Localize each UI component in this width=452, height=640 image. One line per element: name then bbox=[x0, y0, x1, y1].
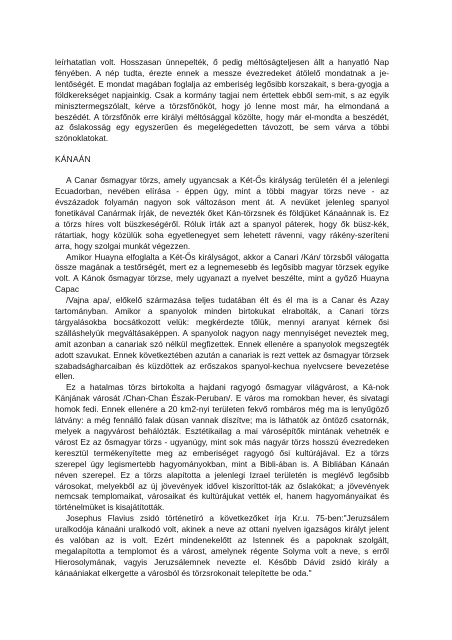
body-paragraph: /Vajna apa/, előkelő származása teljes tudatában élt és él ma is a Canar és Azay tartományban. Amikor a spanyolok minden birtokukat elrabolták, a Canari törzs tárgyalásokba bocsátkozott velük: megkérdezte tőlük, mennyi aranyat kérnek ősi szálláshelyük megváltásaképpen. A spanyolok nagyon nagy mennyiséget neveztek meg, amit azonban a canariak szó nélkül megfizettek. Ennek ellenére a spanyolok megszegték adott szavukat. Ennek következtében azután a canariak is rezt vettek az ősmagyar törzsek szabadságharcaiban és küzdöttek az erőszakos spanyol-kechua nyelvcsere bevezetése ellen. bbox=[55, 295, 389, 382]
intro-paragraph: leírhatatlan volt. Hosszasan ünnepelték, ő pedig méltóságteljesen állt a hanyatló Nap fényében. A nép tudta, érezte ennek a messze évezredeket átölelő mondatnak a je-lentőségét. E mondat magában foglalja az emberiség legősibb korszakait, s bera-gyogja a földkerekséget napjainkig. Csak a kormány tagjai nem értettek ebből sem-mit, s az egyik minisztermegszólalt, kérve a törzsfőnököt, hogy jó lenne most már, ha elmondaná a beszédét. A törzsfőnök erre királyi méltósággal közölte, hogy már el-mondta a beszédét, az őslakosság egy egyszerűen és megelégedetten távozott, be sem várva a többi szónoklatokat. bbox=[55, 57, 389, 144]
body-paragraph: Amikor Huayna elfoglalta a Két-Ős királyságot, akkor a Canari /Kán/ törzsből válogatta össze magának a testőrségét, mert ez a legnemesebb és legősibb magyar törzsek egyike volt. A Kánok ősmagyar törzse, mely ugyanazt a nyelvet beszélte, mint a győző Huayna Capac bbox=[55, 251, 389, 295]
spacer bbox=[55, 144, 389, 154]
body-paragraph: A Canar ősmagyar törzs, amely ugyancsak a Két-Ős királyság területén él a jelenlegi Ecuadorban, nevében elírása - éppen úgy, mint a többi magyar törzs neve - az évszázadok folyamán nagyon sok változáson ment át. A nevüket jelenleg spanyol fonetikával Canármak írják, de nevezték őket Kán-törzsnek és földjüket Kánaánnak is. Ez a törzs híres volt büszkeségéről. Róluk írták azt a spanyol páterek, hogy ők büsz-kék, rátartiak, hogy közülük soha egyetlenegyet sem lehetett rávenni, vagy rákény-szeríteni arra, hogy szolgai munkát végezzen. bbox=[55, 175, 389, 251]
body-paragraph: Josephus Flavius zsidó történetíró a következőket írja Kr.u. 75-ben:"Jeruzsálem uralkodója kánaáni uralkodó volt, akinek a neve az ottani nyelven igazságos királyt jelent és valóban az is volt. Ezért mindenekelőtt az Istennek és a papoknak szolgált, megalapította a templomot és a várost, amelynek régente Solyma volt a neve, s erről Hierosolymának, vagyis Jeruzsálemnek nevezte el. Később Dávid zsidó király a kánaániakat elkergette a városból és törzsrokonait telepítette be oda." bbox=[55, 513, 389, 578]
spacer bbox=[55, 165, 389, 175]
section-heading: KÁNAÁN bbox=[55, 154, 91, 165]
body-paragraph: Ez a hatalmas törzs birtokolta a hajdani ragyogó ősmagyar világvárost, a Ká-nok Kánjának városát /Chan-Chan Észak-Peruban/. E város ma romokban hever, és sivatagi homok fedi. Ennek ellenére a 20 km2-nyi területen fekvő rombáros még ma is lenyűgöző látvány: a még fennálló falak dúsan vannak díszítve; ma is láthatók az öntöző csatornák, melyek a nagyvárost behálózták. Esztétikailag a mai városépítők mintának vehetnék e várost Ez az ősmagyar törzs - ugyanúgy, mint sok más nagyár törzs hosszú évezredeken keresztül termékenyítette meg az emberiséget ragyogó ősi kultúrájával. Ez a törzs szerepel úgy legismertebb hagyományokban, mint a Bibli-ában is. A Bibliában Kánaán néven szerepel. Ez a törzs alapította a jelenlegi Izrael területén is meglévő legősibb városokat, melyekből az új jövevények idővel kiszoríttot-ták az őslakókat; a jövevények nemcsak templomaikat, városaikat és kultúrájukat vették el, hanem hagyományaikat és történelmüket is kisajátították. bbox=[55, 382, 389, 513]
